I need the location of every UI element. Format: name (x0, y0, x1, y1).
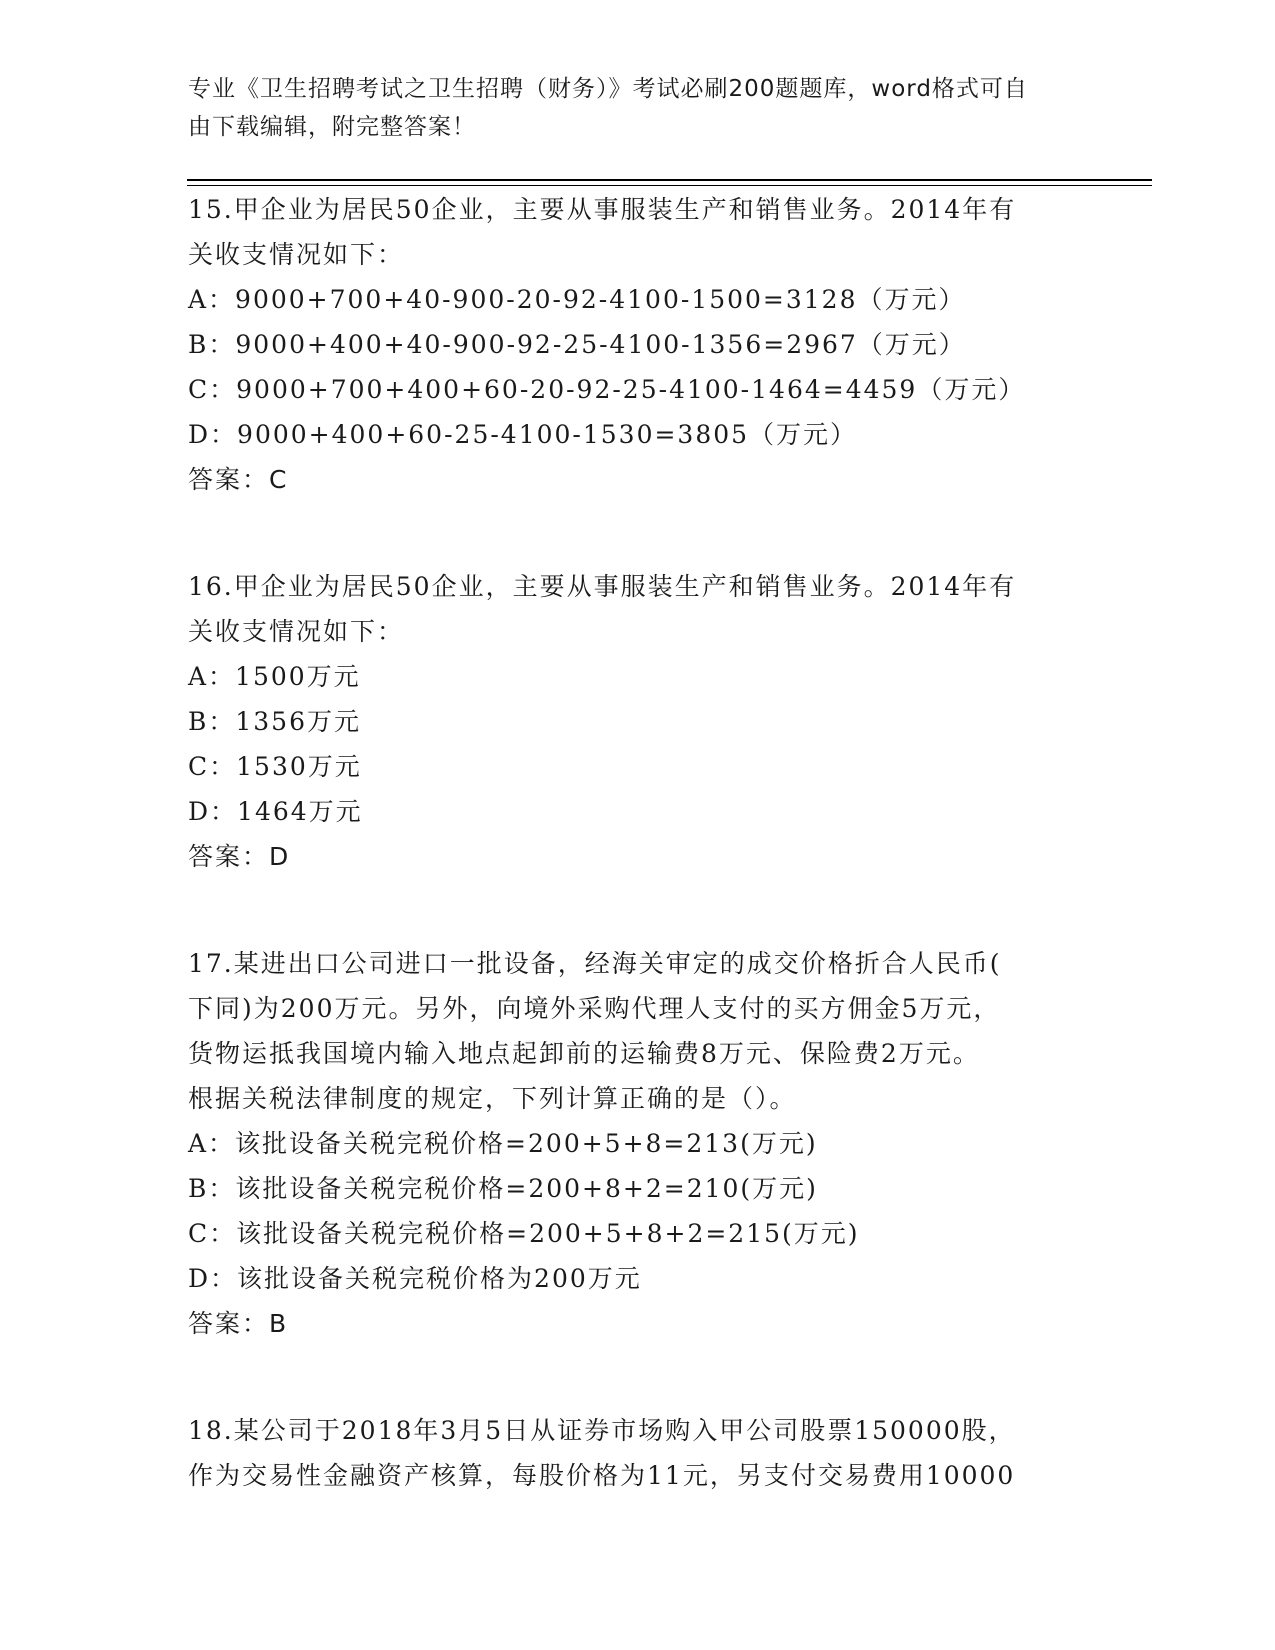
question-15 (188, 187, 1088, 502)
question-list (188, 187, 1088, 1560)
question-stem: 15.甲企业为居民50企业，主要从事服装生产和销售业务。2014年有 (188, 195, 1017, 224)
option-d: D：该批设备关税完税价格为200万元 (188, 1264, 642, 1293)
question-stem: 作为交易性金融资产核算，每股价格为11元，另支付交易费用10000 (188, 1461, 1016, 1490)
option-b: B：9000+400+40-900-92-25-4100-1356=2967（万元） (188, 330, 966, 359)
answer-line: 答案：C (188, 465, 289, 494)
question-stem: 关收支情况如下： (188, 617, 405, 646)
option-b: B：该批设备关税完税价格=200+8+2=210(万元) (188, 1174, 818, 1203)
option-d: D：9000+400+60-25-4100-1530=3805（万元） (188, 420, 858, 449)
answer-line: 答案：D (188, 842, 291, 871)
document-header (188, 70, 1068, 146)
option-d: D：1464万元 (188, 797, 363, 826)
question-stem: 下同)为200万元。另外，向境外采购代理人支付的买方佣金5万元， (188, 994, 1001, 1023)
option-c: C：1530万元 (188, 752, 362, 781)
question-18 (188, 1408, 1088, 1498)
option-a: A：9000+700+40-900-20-92-4100-1500=3128（万元） (188, 285, 966, 314)
option-c: C：该批设备关税完税价格=200+5+8+2=215(万元) (188, 1219, 860, 1248)
question-stem: 16.甲企业为居民50企业，主要从事服装生产和销售业务。2014年有 (188, 572, 1017, 601)
option-a: A：该批设备关税完税价格=200+5+8=213(万元) (188, 1129, 818, 1158)
header-divider-thick (187, 179, 1152, 181)
option-a: A：1500万元 (188, 662, 361, 691)
header-line-2: 由下载编辑，附完整答案！ (188, 114, 476, 140)
option-b: B：1356万元 (188, 707, 361, 736)
question-stem: 17.某进出口公司进口一批设备，经海关审定的成交价格折合人民币( (188, 949, 1002, 978)
header-line-1: 专业《卫生招聘考试之卫生招聘（财务）》考试必刷200题题库，word格式可自 (188, 76, 1028, 102)
question-17 (188, 941, 1088, 1346)
header-divider-thin (187, 185, 1152, 186)
option-c: C：9000+700+400+60-20-92-25-4100-1464=4459（万元） (188, 375, 1026, 404)
question-stem: 货物运抵我国境内输入地点起卸前的运输费8万元、保险费2万元。 (188, 1039, 980, 1068)
answer-line: 答案：B (188, 1309, 289, 1338)
question-stem: 根据关税法律制度的规定，下列计算正确的是（）。 (188, 1084, 797, 1113)
question-stem: 关收支情况如下： (188, 240, 405, 269)
question-16 (188, 564, 1088, 879)
question-stem: 18.某公司于2018年3月5日从证券市场购入甲公司股票150000股， (188, 1416, 1016, 1445)
